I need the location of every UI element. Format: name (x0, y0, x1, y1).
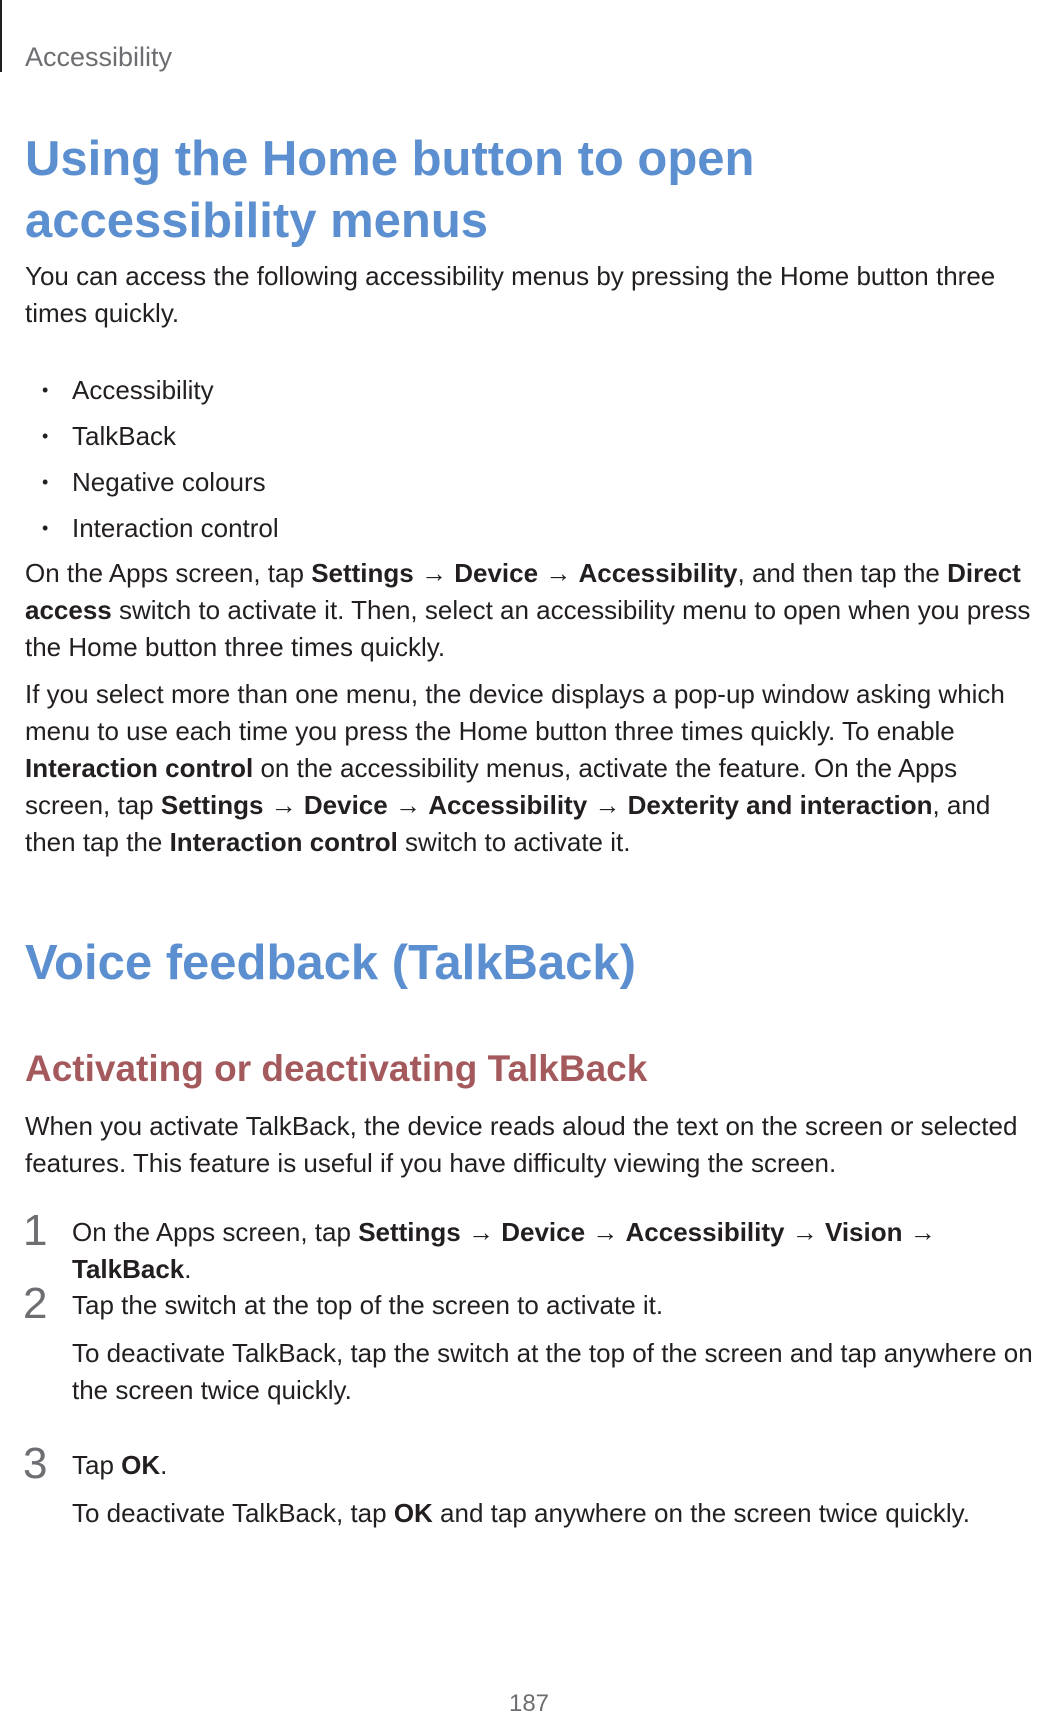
text: switch to activate it. (397, 827, 631, 857)
text: switch to activate it. Then, select an accessibility menu to open when you press the Home button three times quickly. (25, 595, 1031, 662)
text: . (184, 1254, 192, 1284)
arrow-text: → (784, 1217, 825, 1247)
bold-text: Direct access (25, 558, 1021, 625)
text: . (160, 1450, 168, 1480)
step-number: 2 (23, 1279, 48, 1328)
list-item-label: Negative colours (72, 467, 266, 497)
arrow-text: → (263, 790, 304, 820)
step-note: To deactivate TalkBack, tap the switch at the top of the screen and tap anywhere on the screen twice quickly. (72, 1338, 1033, 1405)
arrow-text: → (587, 790, 628, 820)
bold-text: Settings (358, 1217, 461, 1247)
step-3 (23, 1439, 1045, 1532)
text: on the accessibility menus, activate the feature. On the Apps screen, tap (25, 753, 958, 820)
bold-text: Settings (311, 558, 414, 588)
talkback-intro-paragraph: When you activate TalkBack, the device reads aloud the text on the screen or selected features. This feature is useful if you have difficulty viewing the screen. (25, 1111, 1018, 1178)
list-item-label: Interaction control (72, 513, 279, 543)
step-number: 3 (23, 1439, 48, 1488)
list-item-label: Accessibility (72, 375, 214, 405)
list-item-label: TalkBack (72, 421, 177, 451)
bold-text: Accessibility (428, 790, 588, 820)
step-text: Tap the switch at the top of the screen to activate it. (72, 1290, 664, 1320)
step-text (72, 1214, 1045, 1288)
bold-text: OK (121, 1450, 161, 1480)
text: On the Apps screen, tap (72, 1217, 359, 1247)
text: If you select more than one menu, the device displays a pop-up window asking which menu to use each time you press the Home button three times quickly. To enable (25, 679, 1005, 746)
step-2 (23, 1279, 1045, 1409)
text: and tap anywhere on the screen twice quickly. (432, 1498, 970, 1528)
list-item (25, 505, 1025, 551)
bold-text: Dexterity and interaction (627, 790, 933, 820)
step-note (72, 1495, 1045, 1532)
bullet-icon: • (42, 518, 49, 538)
text: , and then tap the (25, 790, 991, 857)
arrow-text: → (902, 1217, 936, 1247)
arrow-text: → (387, 790, 429, 820)
bold-text: TalkBack (72, 1254, 185, 1284)
section-title-home-button: Using the Home button to open accessibility menus (25, 132, 755, 248)
corner-rule (0, 0, 2, 72)
bold-text: OK (393, 1498, 433, 1528)
bold-text: Accessibility (578, 558, 738, 588)
text: , and then tap the (737, 558, 948, 588)
bold-text: Device (454, 558, 539, 588)
text: On the Apps screen, tap (25, 558, 312, 588)
arrow-text: → (585, 1217, 626, 1247)
arrow-text: → (538, 558, 579, 588)
section-header: Accessibility (25, 42, 173, 72)
text: To deactivate TalkBack, tap (72, 1498, 394, 1528)
bold-text: Vision (824, 1217, 903, 1247)
text: Tap (72, 1450, 122, 1480)
bold-text: Device (303, 790, 388, 820)
bold-text: Device (501, 1217, 586, 1247)
list-item (25, 367, 1025, 413)
list-item (25, 413, 1025, 459)
step-1 (23, 1206, 1045, 1288)
arrow-text: → (413, 558, 455, 588)
section-title-talkback: Voice feedback (TalkBack) (25, 936, 636, 990)
bullet-icon: • (42, 380, 49, 400)
accessibility-menu-list (25, 367, 1025, 551)
step-number: 1 (23, 1206, 48, 1255)
direct-access-paragraph (25, 555, 1045, 666)
bold-text: Settings (160, 790, 264, 820)
page-number: 187 (508, 1690, 550, 1717)
subsection-title: Activating or deactivating TalkBack (25, 1048, 648, 1089)
bold-text: Accessibility (625, 1217, 785, 1247)
step-text (72, 1447, 1045, 1484)
bold-text: Interaction control (25, 753, 254, 783)
intro-paragraph: You can access the following accessibility menus by pressing the Home button three times quickly. (25, 261, 996, 328)
bullet-icon: • (42, 426, 49, 446)
bullet-icon: • (42, 472, 49, 492)
list-item (25, 459, 1025, 505)
arrow-text: → (460, 1217, 502, 1247)
bold-text: Interaction control (169, 827, 398, 857)
interaction-control-paragraph (25, 676, 1045, 861)
